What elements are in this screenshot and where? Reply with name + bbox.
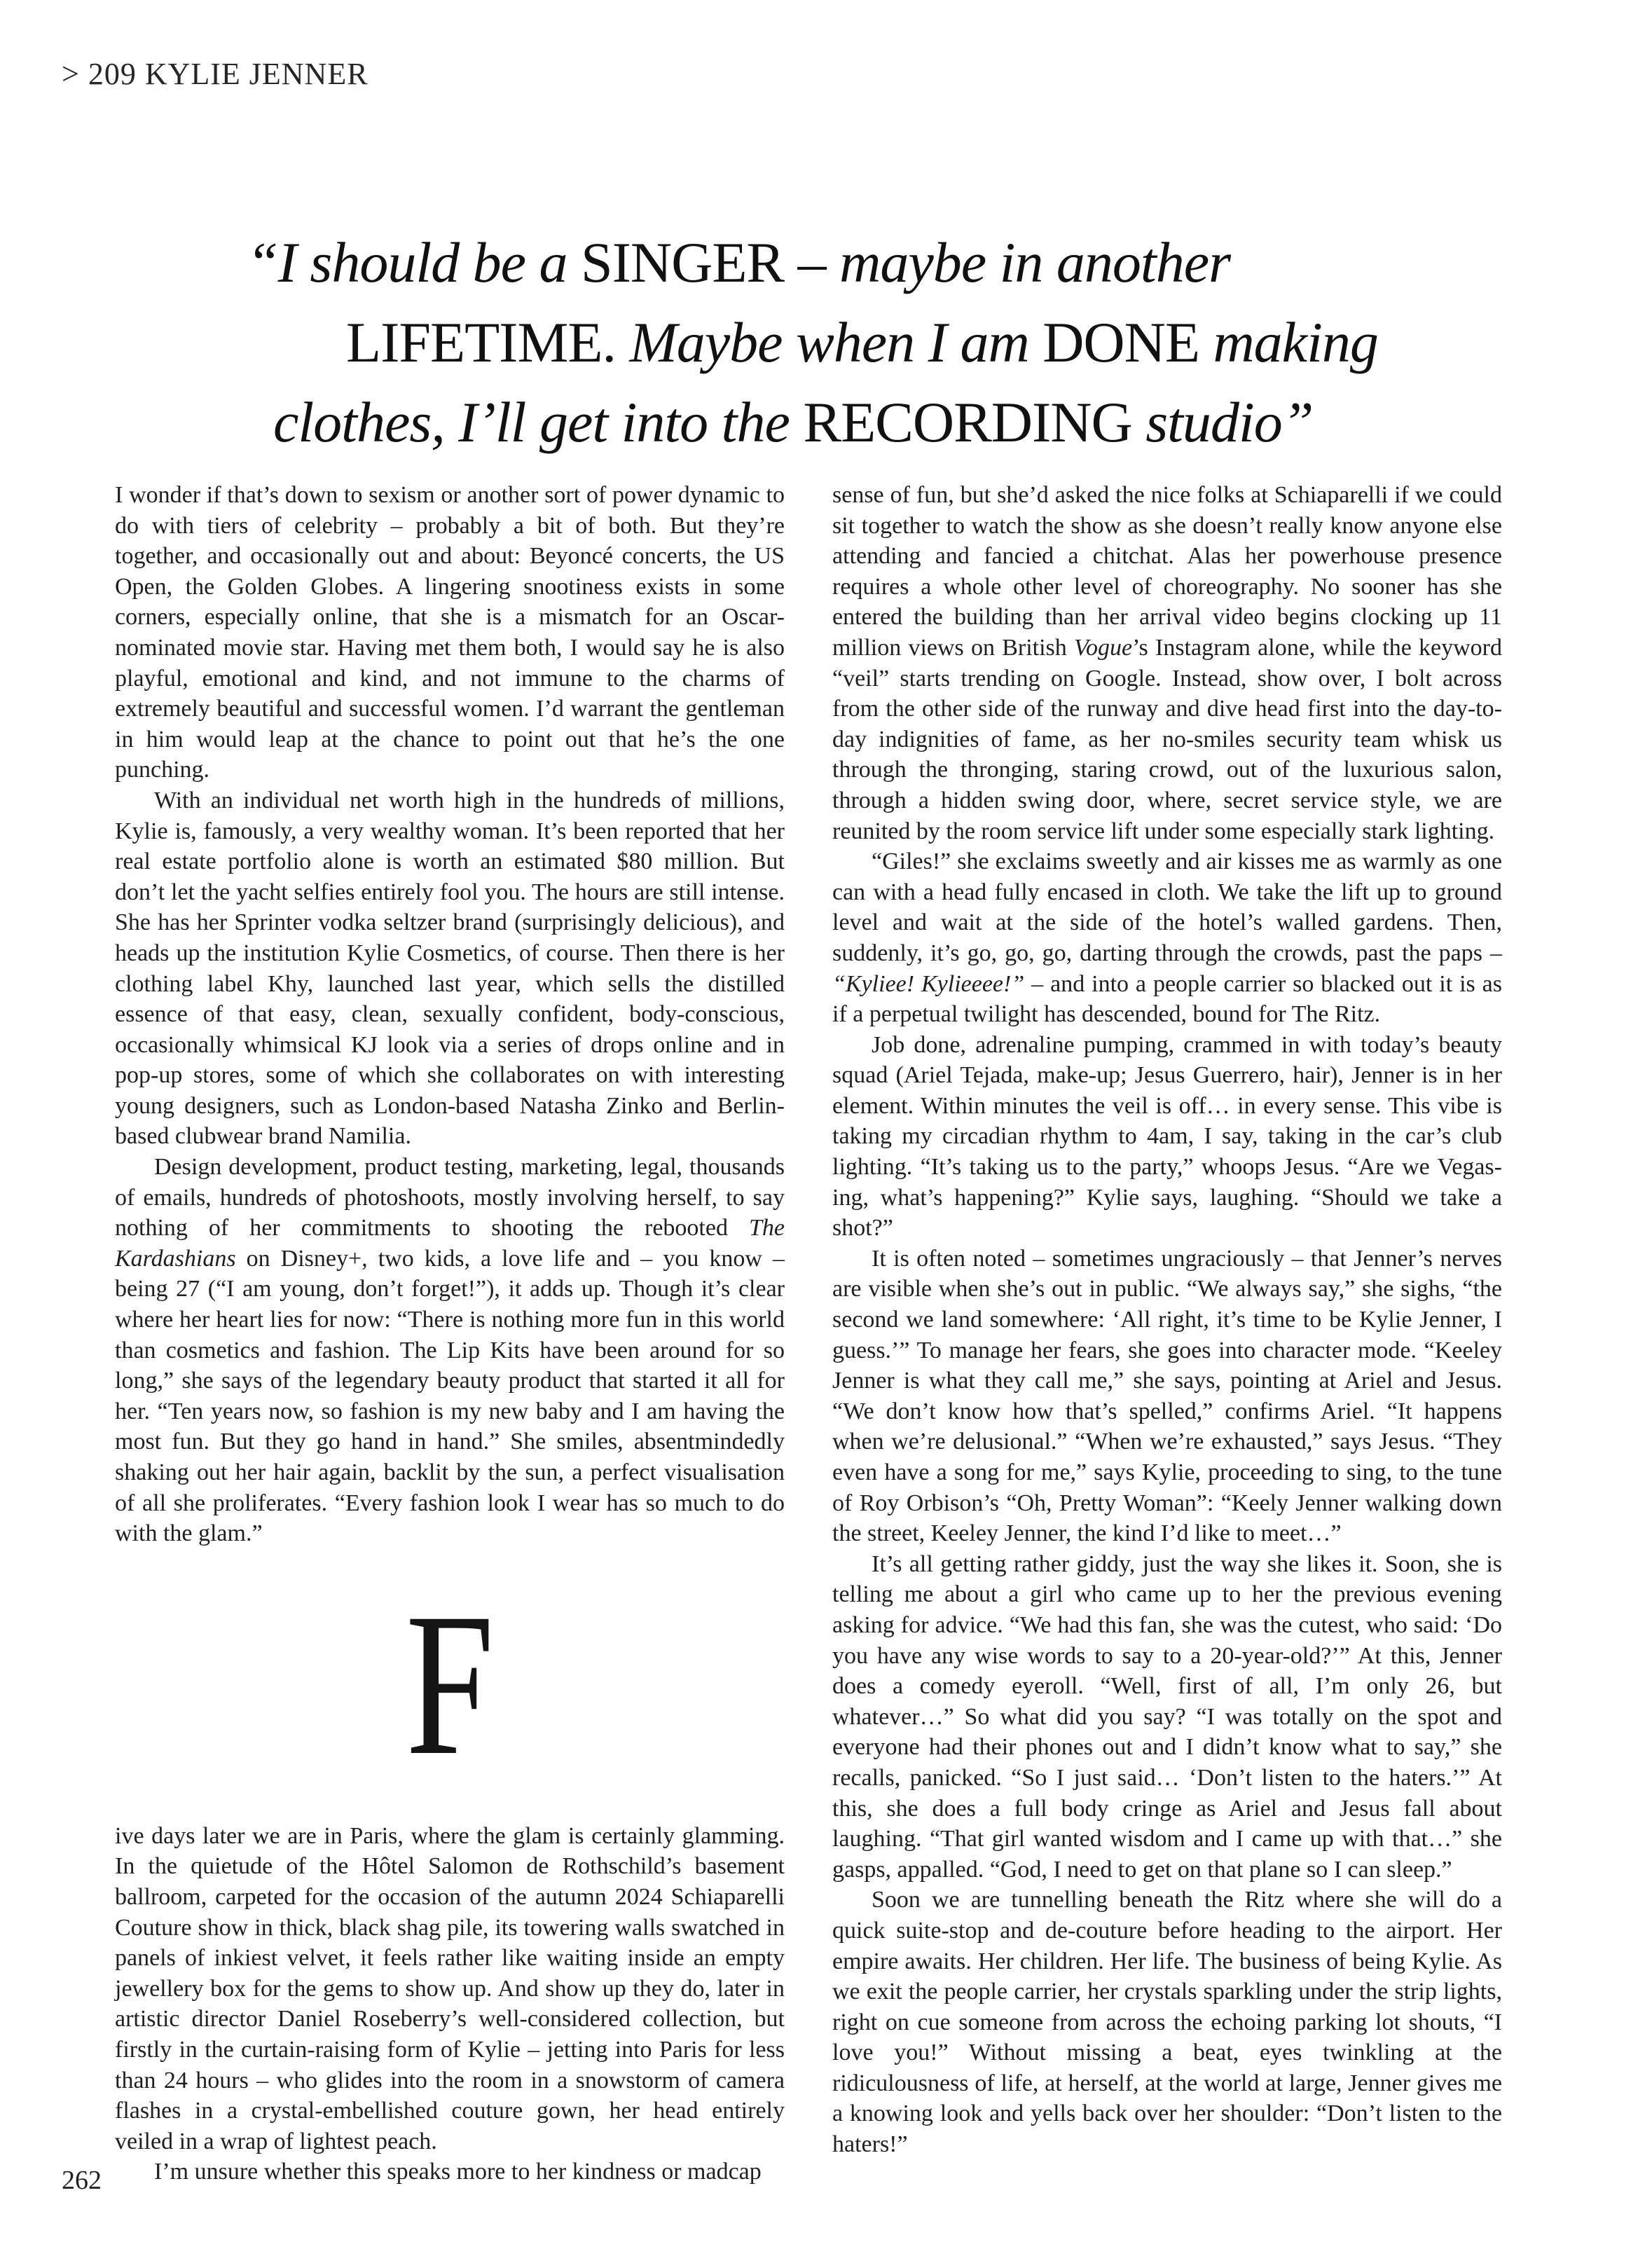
pull-quote-segment: studio”: [1131, 390, 1314, 454]
left-column: [115, 480, 785, 2187]
right-column: [832, 480, 1502, 2160]
text-segment: on Disney+, two kids, a love life and – you know – being 27 (“I am young, don’t forget!”), it adds up. Though it’s clear where her heart lies for now: “There is nothing more fun in this world than cosmetics and fashion. The Lip Kits have been around for so long,” she says of the legendary beauty product that started it all for her. “Ten years now, so fashion is my new baby and I am having the most fun. But they go hand in hand.” She smiles, absentmindedly shaking out her hair again, backlit by the sun, a perfect visualisation of all she proliferates. “Every fashion look I wear has so much to do with the glam.”: [115, 1245, 785, 1547]
pull-quote-segment: DONE: [1042, 310, 1199, 374]
paragraph: I wonder if that’s down to sexism or another sort of power dynamic to do with tiers of celebrity – probably a bit of both. But they’re together, and occasionally out and about: Beyoncé concerts, the US Open, the Golden Globes. A lingering snootiness exists in some corners, especially online, that she is a mismatch for an Oscar-nominated movie star. Having met them both, I would say he is also playful, emotional and kind, and not immune to the charms of extremely beautiful and successful women. I’d warrant the gentleman in him would leap at the chance to point out that he’s the one punching.: [115, 482, 785, 783]
section-break: [115, 1549, 785, 1821]
pull-quote-segment: Maybe when I am: [629, 310, 1043, 374]
text-segment: Design development, product testing, marketing, legal, thousands of emails, hundreds of photoshoots, mostly involving herself, to say nothing of her commitments to shooting the rebooted: [115, 1154, 785, 1242]
text-segment: sense of fun, but she’d asked the nice folks at Schiaparelli if we could sit together to watch the show as she doesn’t really know anyone else attending and fancied a chitchat. Alas her powerhouse presence requires a whole other level of choreography. No sooner has she entered the building than her arrival video begins clocking up 11 million views on British: [832, 482, 1502, 661]
paragraph: Job done, adrenaline pumping, crammed in with today’s beauty squad (Ariel Tejada, make-up; Jesus Guerrero, hair), Jenner is in her element. Within minutes the veil is off… in every sense. This vibe is taking my circadian rhythm to 4am, I say, taking in the car’s club lighting. “It’s taking us to the party,” whoops Jesus. “Are we Vegas-ing, what’s happening?” Kylie says, laughing. “Should we take a shot?”: [832, 1031, 1502, 1242]
paragraph: It’s all getting rather giddy, just the way she likes it. Soon, she is telling me about a girl who came up to her the previous evening asking for advice. “We had this fan, she was the cutest, who said: ‘Do you have any wise words to say to a 20-year-old?’” At this, Jenner does a comedy eyeroll. “Well, first of all, I’m only 26, but whatever…” So what did you say? “I was totally on the spot and everyone had their phones out and I didn’t know what to say,” she recalls, panicked. “So I just said… ‘Don’t listen to the haters.’” At this, she does a full body cringe as Ariel and Jesus fall about laughing. “That girl wanted wisdom and I came up with that…” she gasps, appalled. “God, I need to get on that plane so I can sleep.”: [832, 1550, 1502, 1883]
pull-quote-line-3: [247, 383, 1438, 462]
pull-quote-line-2: [247, 303, 1438, 383]
italic-exclamation-segment: “Kyliee! Kylieeee!”: [832, 970, 1025, 997]
pull-quote-segment: SINGER: [581, 231, 785, 294]
paragraph: It is often noted – sometimes ungraciously – that Jenner’s nerves are visible when she’s out in public. “We always say,” she sighs, “the second we land somewhere: ‘All right, it’s time to be Kylie Jenner, I guess.’” To manage her fears, she goes into character mode. “Keeley Jenner is what they call me,” she says, pointing at Ariel and Jesus. “We don’t know how that’s spelled,” confirms Ariel. “It happens when we’re delusional.” “When we’re exhausted,” says Jesus. “They even have a song for me,” says Kylie, proceeding to sing, to the tune of Roy Orbison’s “Oh, Pretty Woman”: “Keely Jenner walking down the street, Keeley Jenner, the kind I’d like to meet…”: [832, 1245, 1502, 1547]
paragraph: [832, 846, 1502, 1030]
text-segment: ’s Instagram alone, while the keyword “veil” starts trending on Google. Instead, show over, I bolt across from the other side of the runway and dive head first into the day-to-day indignities of fame, as her no-smiles security team whisk us through the thronging, staring crowd, out of the luxurious salon, through a hidden swing door, where, secret service style, we are reunited by the room service lift under some especially stark lighting.: [832, 634, 1503, 844]
text-segment: “Giles!” she exclaims sweetly and air kisses me as warmly as one can with a head fully encased in cloth. We take the lift up to ground level and wait at the side of the hotel’s walled gardens. Then, suddenly, it’s go, go, go, darting through the crowds, past the paps –: [832, 848, 1502, 966]
pull-quote-segment: LIFETIME.: [346, 310, 630, 374]
paragraph: [832, 480, 1502, 846]
pull-quote-segment: – maybe in another: [784, 231, 1231, 294]
pull-quote-segment: clothes, I’ll get into the: [273, 390, 804, 454]
paragraph: [115, 1152, 785, 1549]
italic-title-segment: Vogue: [1074, 634, 1133, 661]
text-segment: – and into a people carrier so blacked out it is as if a perpetual twilight has descended, bound for The Ritz.: [832, 970, 1502, 1028]
pull-quote-segment: RECORDING: [803, 390, 1132, 454]
paragraph: I’m unsure whether this speaks more to her kindness or madcap: [154, 2159, 762, 2185]
paragraph: With an individual net worth high in the hundreds of millions, Kylie is, famously, a very wealthy woman. It’s been reported that her real estate portfolio alone is worth an estimated $80 million. But don’t let the yacht selfies entirely fool you. The hours are still intense. She has her Sprinter vodka seltzer brand (surprisingly delicious), and heads up the institution Kylie Cosmetics, of course. Then there is her clothing label Khy, launched last year, which sells the distilled essence of that easy, clean, sexually confident, body-conscious, occasionally whimsical KJ look via a series of drops online and in pop-up stores, some of which she collaborates on with interesting young designers, such as London-based Natasha Zinko and Berlin-based clubwear brand Namilia.: [115, 787, 785, 1150]
pull-quote: [247, 223, 1438, 462]
pull-quote-segment: making: [1199, 310, 1378, 374]
paragraph: ive days later we are in Paris, where the glam is certainly glamming. In the quietude of the Hôtel Salomon de Rothschild’s basement ballroom, carpeted for the occasion of the autumn 2024 Schiaparelli Couture show in thick, black shag pile, its towering walls swatched in panels of inkiest velvet, it feels rather like waiting inside an empty jewellery box for the gems to show up. And show up they do, later in artistic director Daniel Roseberry’s well-considered collection, but firstly in the curtain-raising form of Kylie – jetting into Paris for less than 24 hours – who glides into the room in a snowstorm of camera flashes in a crystal-embellished couture gown, her head entirely veiled in a wrap of lightest peach.: [115, 1822, 785, 2154]
italic-title-segment: The Kardashians: [115, 1215, 785, 1272]
pull-quote-line-1: [247, 223, 1438, 303]
page-number: 262: [62, 2166, 102, 2195]
pull-quote-segment: “I should be a: [247, 231, 581, 294]
running-header: > 209 KYLIE JENNER: [62, 57, 369, 91]
drop-cap-initial: F: [405, 1571, 495, 1798]
paragraph: Soon we are tunnelling beneath the Ritz where she will do a quick suite-stop and de-couture before heading to the airport. Her empire awaits. Her children. Her life. The business of being Kylie. As we exit the people carrier, her crystals sparkling under the strip lights, right on cue someone from across the echoing parking lot shouts, “I love you!” Without missing a beat, eyes twinkling at the ridiculousness of life, at herself, at the world at large, Jenner gives me a knowing look and yells back over her shoulder: “Don’t listen to the haters!”: [832, 1887, 1502, 2158]
